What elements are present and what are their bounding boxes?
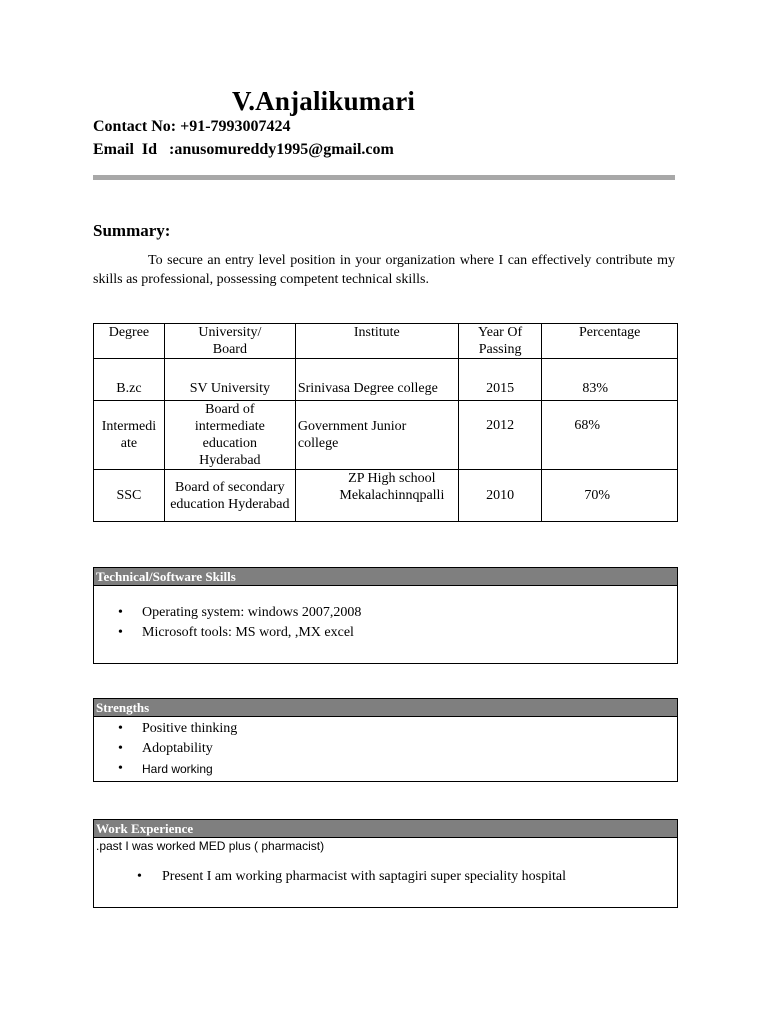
cell-degree: B.zc <box>94 359 165 401</box>
cell-percentage: 83% <box>542 359 678 401</box>
list-item-text: Operating system: windows 2007,2008 <box>142 605 362 620</box>
candidate-name: V.Anjalikumari <box>232 86 416 116</box>
table-header-row <box>94 324 678 359</box>
cell-institute: Srinivasa Degree college <box>295 359 458 401</box>
table-row <box>94 470 678 522</box>
experience-list <box>94 854 677 887</box>
header-university <box>164 324 295 359</box>
table-row <box>94 401 678 470</box>
header-institute: Institute <box>295 324 458 359</box>
list-item-text: Present I am working pharmacist with saptagiri super speciality hospital <box>162 869 566 884</box>
list-item <box>94 739 677 759</box>
bullet-icon: • <box>118 605 123 620</box>
bullet-icon: • <box>118 625 123 640</box>
cell-institute <box>295 401 458 470</box>
cell-board <box>164 401 295 470</box>
cell-year: 2015 <box>458 359 542 401</box>
list-item <box>94 603 677 623</box>
list-item <box>94 867 677 887</box>
bullet-icon: • <box>118 741 123 756</box>
list-item <box>94 719 677 739</box>
cell-board-text: Board of intermediate education Hyderabad <box>194 402 265 468</box>
cell-year: 2010 <box>458 470 542 522</box>
list-item-text: Hard working <box>142 762 213 776</box>
contact-number: Contact No: +91-7993007424 <box>93 118 291 135</box>
skills-heading: Technical/Software Skills <box>94 568 677 586</box>
cell-percentage: 68% <box>542 401 678 470</box>
bullet-icon: • <box>137 869 142 884</box>
cell-board: SV University <box>164 359 295 401</box>
list-item-text: Microsoft tools: MS word, ,MX excel <box>142 625 354 640</box>
strengths-heading: Strengths <box>94 699 677 717</box>
strengths-list <box>94 719 677 780</box>
header-year <box>458 324 542 359</box>
cell-degree-text: Intermediate <box>101 419 157 451</box>
summary-text: To secure an entry level position in your organization where I can effectively contribute my skills as professional, possessing competent technical skills. <box>93 253 675 287</box>
cell-degree <box>94 401 165 470</box>
summary-heading: Summary: <box>93 221 171 240</box>
cell-percentage: 70% <box>542 470 678 522</box>
experience-heading: Work Experience <box>94 820 677 838</box>
list-item <box>94 759 677 780</box>
list-item-text: Adoptability <box>142 741 213 756</box>
header-university-text: University/ Board <box>198 325 262 357</box>
list-item-text: Positive thinking <box>142 721 238 736</box>
skills-section <box>93 567 678 664</box>
cell-institute-text: Government Junior college <box>297 419 407 451</box>
header-divider <box>93 175 675 180</box>
bullet-icon: • <box>118 761 123 776</box>
list-item <box>94 623 677 643</box>
cell-degree: SSC <box>94 470 165 522</box>
email-address: Email Id :anusomureddy1995@gmail.com <box>93 141 394 158</box>
header-percentage: Percentage <box>542 324 678 359</box>
header-degree: Degree <box>94 324 165 359</box>
strengths-section <box>93 698 678 782</box>
header-year-text: Year Of Passing <box>478 325 523 357</box>
cell-institute <box>295 470 458 522</box>
skills-list <box>94 603 677 643</box>
table-row <box>94 359 678 401</box>
cell-board <box>164 470 295 522</box>
bullet-icon: • <box>118 721 123 736</box>
education-table <box>93 323 678 522</box>
experience-section <box>93 819 678 908</box>
cell-board-text: Board of secondary education Hyderabad <box>170 479 290 512</box>
cell-year: 2012 <box>458 401 542 470</box>
experience-note: .past I was worked MED plus ( pharmacist) <box>96 839 325 853</box>
cell-institute-text: ZP High school Mekalachinnqpalli <box>339 471 445 503</box>
